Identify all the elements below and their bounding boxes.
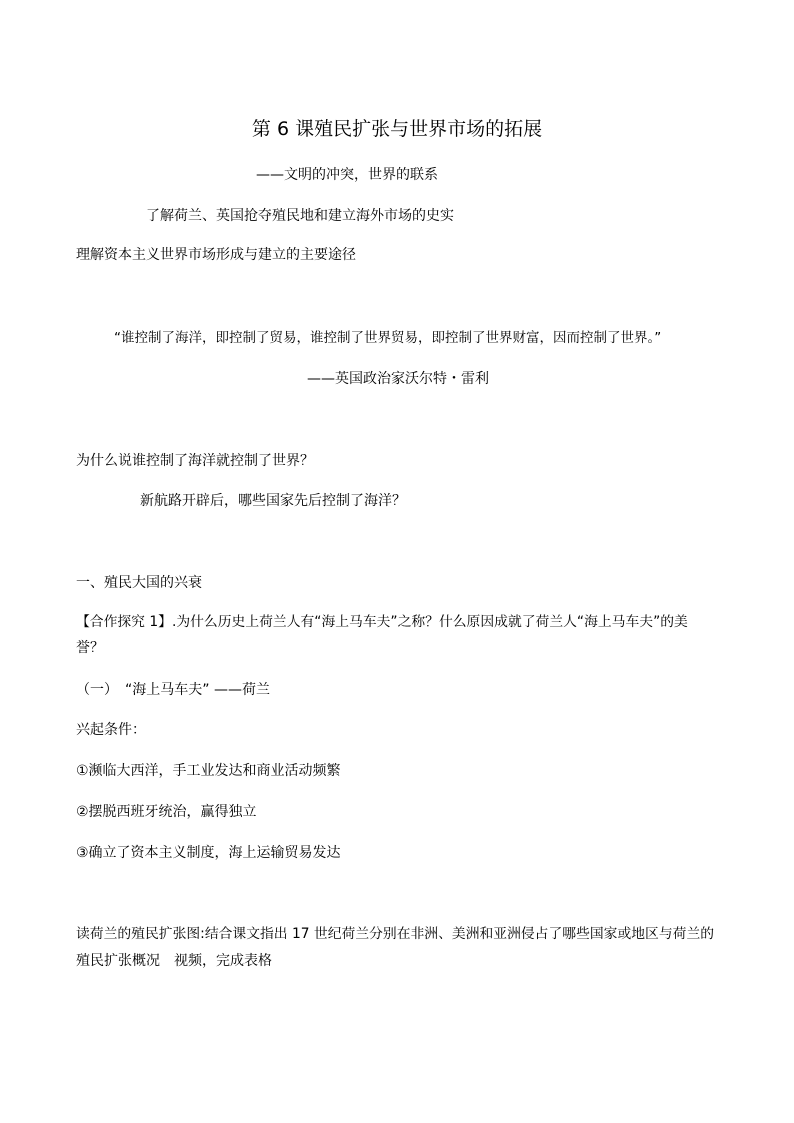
reading-task-line-2: 殖民扩张概况 视频，完成表格: [76, 953, 272, 969]
reading-task-line-1: 读荷兰的殖民扩张图:结合课文指出 17 世纪荷兰分别在非洲、美洲和亚洲侵占了哪些国家或地区与荷兰的: [76, 926, 715, 942]
learning-goal-1: 了解荷兰、英国抢夺殖民地和建立海外市场的史实: [146, 208, 454, 224]
section-heading: 一、殖民大国的兴衰: [76, 575, 202, 591]
question-1: 为什么说谁控制了海洋就控制了世界？: [76, 453, 314, 469]
page-title: 第 6 课殖民扩张与世界市场的拓展: [251, 118, 543, 140]
explore-question-line-1: 【合作探究 1】.为什么历史上荷兰人有“海上马车夫”之称？什么原因成就了荷兰人“海上马车夫”的美: [76, 614, 688, 630]
conditions-label: 兴起条件：: [76, 722, 146, 738]
explore-question-line-2: 誉？: [76, 640, 104, 656]
condition-1: ①濒临大西洋，手工业发达和商业活动频繁: [76, 763, 341, 779]
subtitle: ——文明的冲突，世界的联系: [256, 167, 438, 183]
quote: “谁控制了海洋，即控制了贸易，谁控制了世界贸易，即控制了世界财富，因而控制了世界。”: [114, 330, 662, 346]
quote-author: ——英国政治家沃尔特・雷利: [307, 371, 489, 387]
condition-2: ②摆脱西班牙统治，赢得独立: [76, 804, 257, 820]
condition-3: ③确立了资本主义制度，海上运输贸易发达: [76, 845, 341, 861]
subsection-heading: （一） “海上马车夫” ——荷兰: [76, 682, 270, 698]
question-2: 新航路开辟后，哪些国家先后控制了海洋？: [140, 493, 406, 509]
learning-goal-2: 理解资本主义世界市场形成与建立的主要途径: [76, 247, 356, 263]
